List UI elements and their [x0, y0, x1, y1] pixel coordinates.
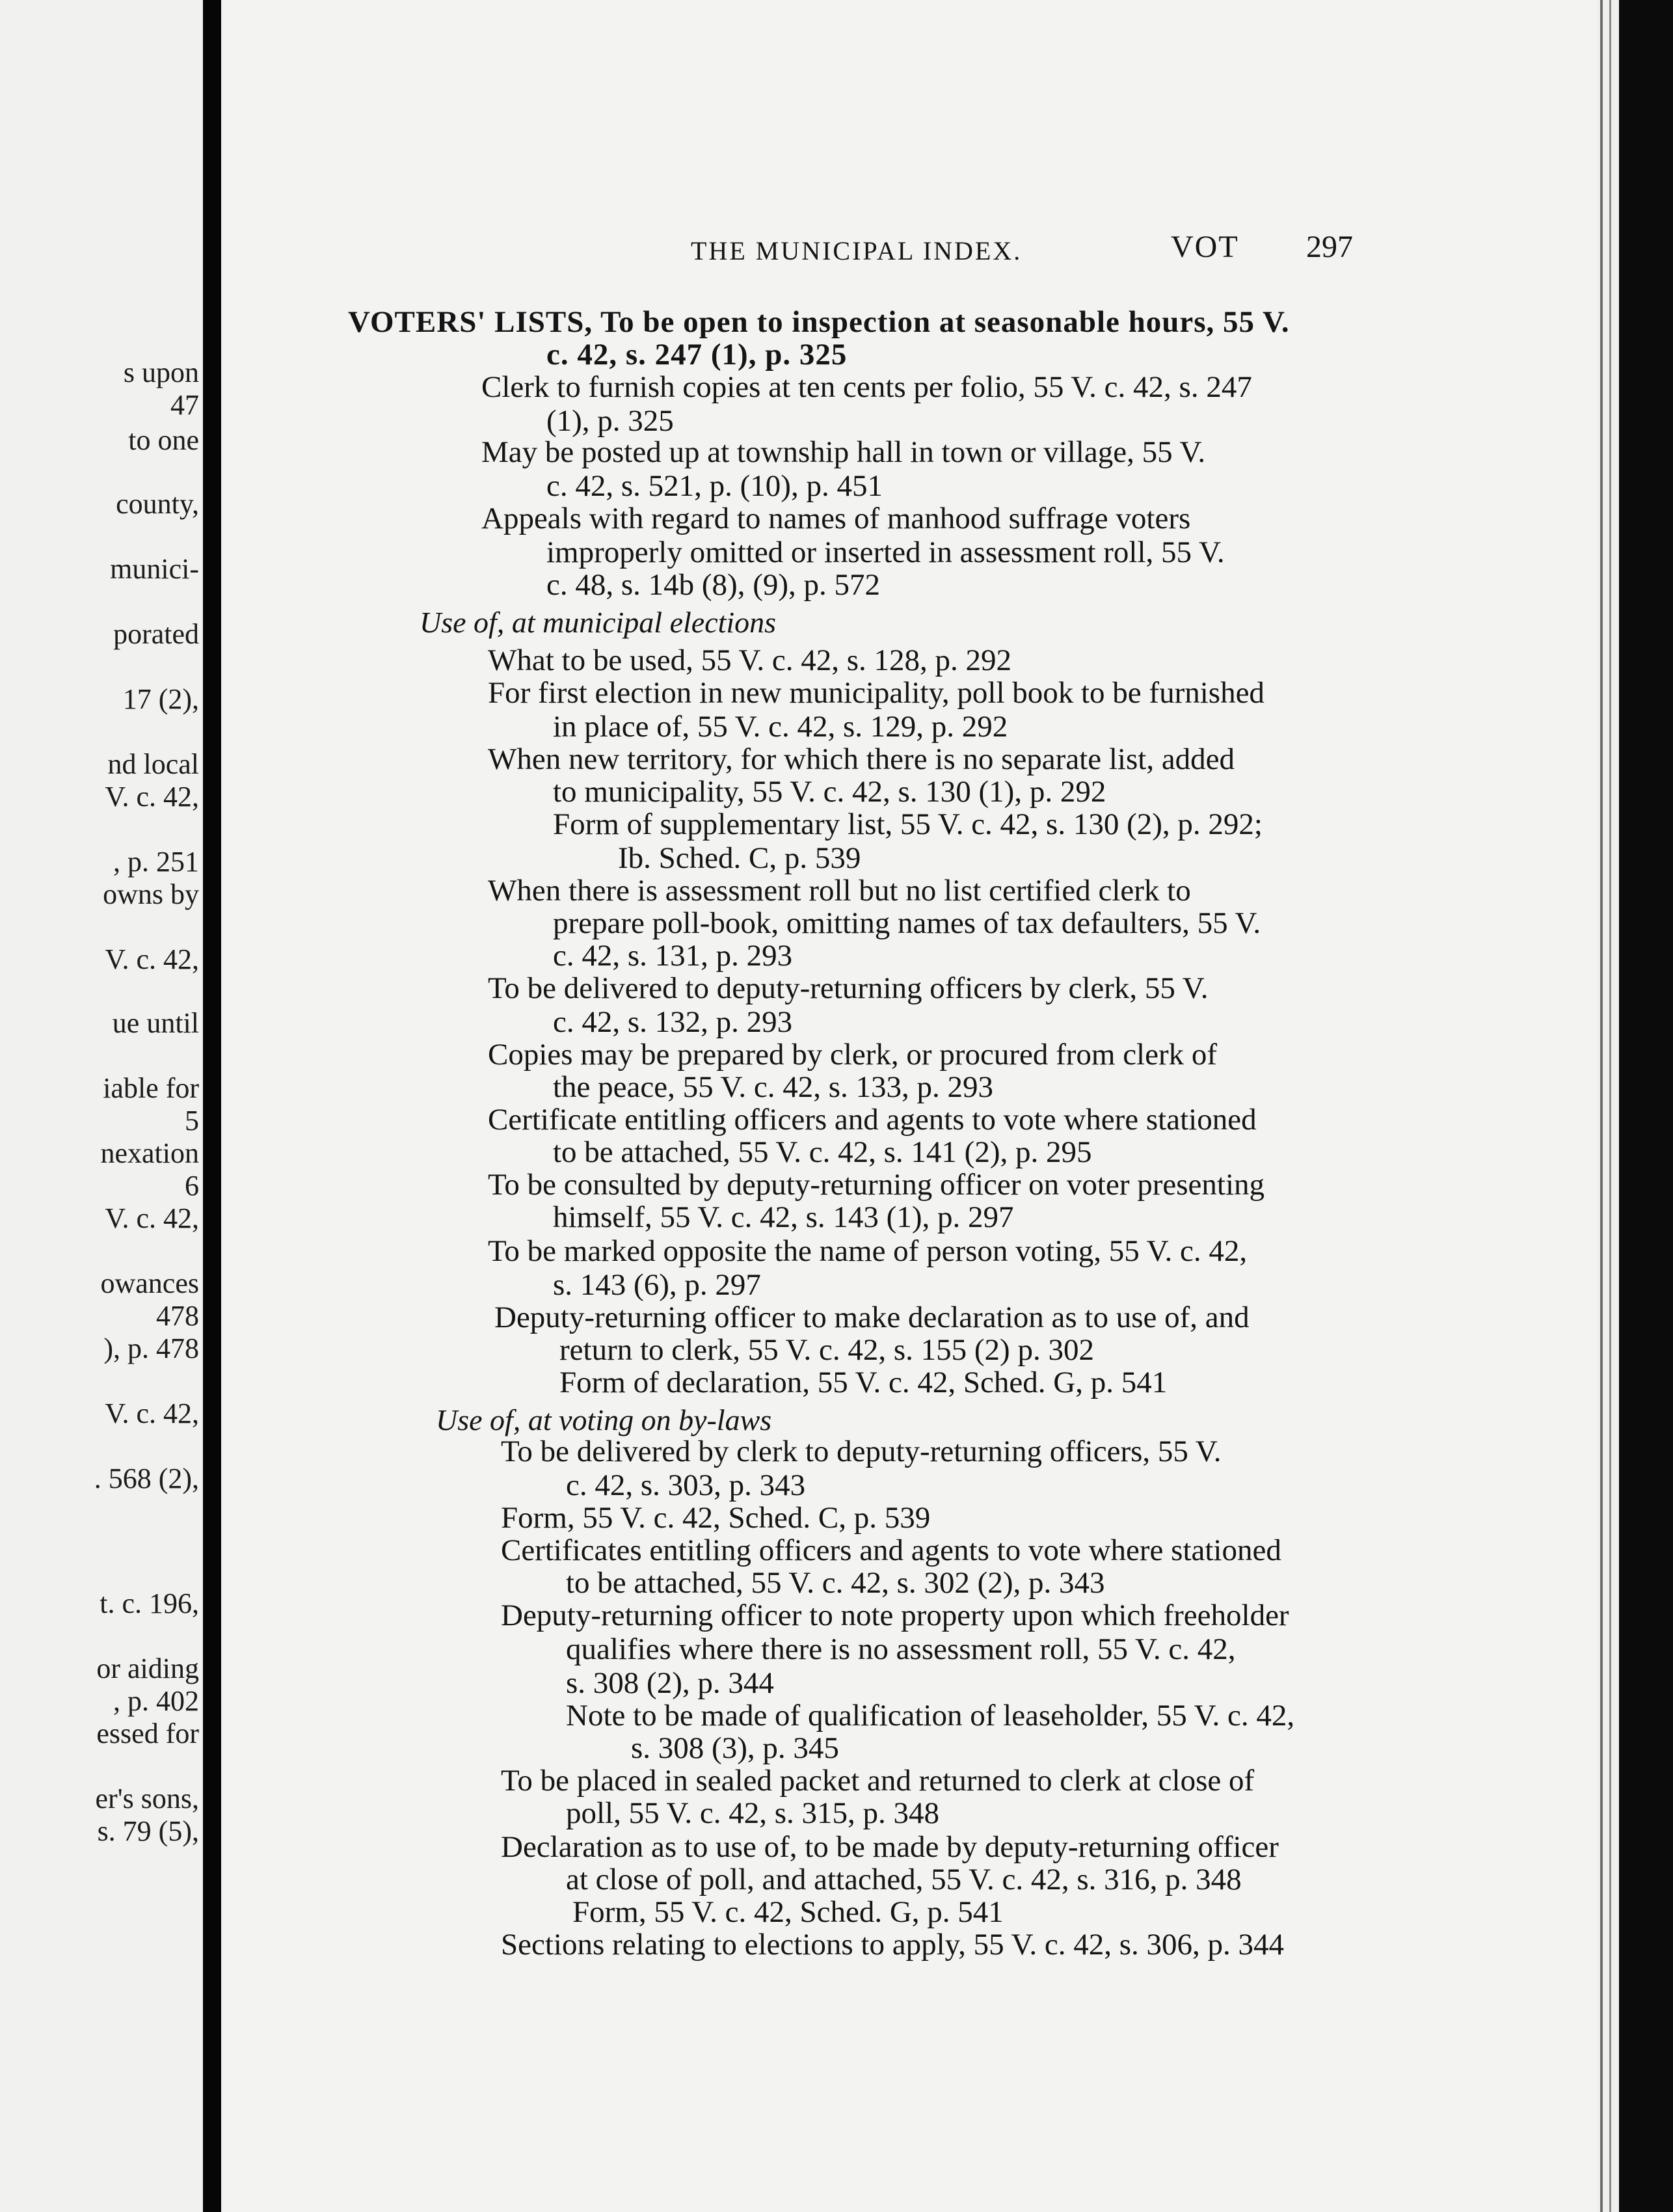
index-line: Deputy-returning officer to note property upon which freeholder — [501, 1598, 1289, 1632]
facing-page-line: nd local — [107, 748, 199, 780]
index-line: Appeals with regard to names of manhood suffrage voters — [481, 502, 1191, 535]
index-line: Form, 55 V. c. 42, Sched. G, p. 541 — [572, 1895, 1004, 1929]
index-line: improperly omitted or inserted in assessment roll, 55 V. — [546, 535, 1225, 569]
index-line: to be attached, 55 V. c. 42, s. 302 (2), p. 343 — [566, 1566, 1105, 1600]
page-edge-line — [1600, 0, 1603, 2212]
header-guide-word: VOT — [1171, 230, 1239, 264]
facing-page-line: 6 — [185, 1170, 199, 1202]
index-line: s. 308 (2), p. 344 — [566, 1666, 774, 1700]
facing-page-line: owances — [100, 1267, 199, 1299]
index-line: When there is assessment roll but no list certified clerk to — [488, 874, 1191, 908]
index-line: Clerk to furnish copies at ten cents per folio, 55 V. c. 42, s. 247 — [481, 370, 1252, 404]
facing-page-line: owns by — [103, 878, 199, 910]
index-subheading: Use of, at voting on by-laws — [436, 1403, 772, 1436]
index-line: Ib. Sched. C, p. 539 — [618, 841, 861, 875]
facing-page-line: 17 (2), — [122, 683, 199, 715]
facing-page-line: 5 — [185, 1105, 199, 1137]
index-line: Form, 55 V. c. 42, Sched. C, p. 539 — [501, 1501, 931, 1535]
index-line: Form of supplementary list, 55 V. c. 42, s. 130 (2), p. 292; — [553, 807, 1263, 841]
facing-page-line: V. c. 42, — [105, 1397, 199, 1429]
index-subheading: Use of, at municipal elections — [420, 606, 777, 639]
index-line: the peace, 55 V. c. 42, s. 133, p. 293 — [553, 1070, 994, 1104]
index-line: s. 143 (6), p. 297 — [553, 1268, 761, 1302]
header-title: THE MUNICIPAL INDEX. — [691, 236, 1023, 265]
facing-page-line: ue until — [112, 1007, 199, 1039]
index-line: To be placed in sealed packet and returned to clerk at close of — [501, 1764, 1255, 1798]
index-line: c. 42, s. 521, p. (10), p. 451 — [546, 469, 883, 503]
index-entry-heading: VOTERS' LISTS, To be open to inspection at seasonable hours, 55 V. — [348, 305, 1290, 339]
facing-page-line: to one — [128, 424, 199, 456]
index-line: to municipality, 55 V. c. 42, s. 130 (1), p. 292 — [553, 775, 1106, 809]
page-number: 297 — [1306, 230, 1353, 264]
scan-border — [1619, 0, 1673, 2212]
index-line: return to clerk, 55 V. c. 42, s. 155 (2) p. 302 — [559, 1333, 1094, 1367]
index-line: Note to be made of qualification of leaseholder, 55 V. c. 42, — [566, 1699, 1295, 1733]
facing-page-line: county, — [116, 488, 199, 520]
index-line: s. 308 (3), p. 345 — [631, 1731, 839, 1765]
facing-page-line: t. c. 196, — [100, 1587, 199, 1619]
facing-page-line: V. c. 42, — [105, 943, 199, 975]
index-line: Certificate entitling officers and agents to vote where stationed — [488, 1103, 1257, 1137]
facing-page-line: ), p. 478 — [103, 1332, 199, 1364]
index-line: himself, 55 V. c. 42, s. 143 (1), p. 297 — [553, 1200, 1014, 1234]
index-line: To be marked opposite the name of person voting, 55 V. c. 42, — [488, 1234, 1248, 1268]
index-line: Form of declaration, 55 V. c. 42, Sched. G, p. 541 — [559, 1366, 1168, 1399]
index-line: Deputy-returning officer to make declaration as to use of, and — [494, 1301, 1250, 1334]
index-line: c. 42, s. 132, p. 293 — [553, 1005, 793, 1039]
index-line: When new territory, for which there is no separate list, added — [488, 742, 1235, 776]
index-line: Sections relating to elections to apply, 55 V. c. 42, s. 306, p. 344 — [501, 1928, 1285, 1962]
facing-page-line: s upon — [123, 357, 199, 388]
facing-page — [0, 0, 203, 2212]
index-line: prepare poll-book, omitting names of tax defaulters, 55 V. — [553, 906, 1261, 940]
index-entry-heading: c. 42, s. 247 (1), p. 325 — [546, 338, 848, 371]
facing-page-line: , p. 402 — [113, 1685, 199, 1717]
index-line: May be posted up at township hall in town or village, 55 V. — [481, 435, 1206, 469]
index-line: qualifies where there is no assessment roll, 55 V. c. 42, — [566, 1632, 1236, 1666]
facing-page-line: , p. 251 — [113, 846, 199, 878]
facing-page-line: V. c. 42, — [105, 781, 199, 813]
index-line: For first election in new municipality, poll book to be furnished — [488, 676, 1265, 710]
facing-page-line: 478 — [156, 1300, 199, 1332]
index-line: To be delivered to deputy-returning officers by clerk, 55 V. — [488, 971, 1209, 1005]
facing-page-line: s. 79 (5), — [97, 1815, 199, 1847]
index-line: What to be used, 55 V. c. 42, s. 128, p. 292 — [488, 643, 1012, 677]
facing-page-line: or aiding — [96, 1652, 199, 1684]
facing-page-line: munici- — [110, 553, 199, 585]
index-line: To be delivered by clerk to deputy-returning officers, 55 V. — [501, 1435, 1222, 1468]
facing-page-line: nexation — [100, 1137, 199, 1169]
facing-page-line: porated — [113, 618, 199, 650]
index-page — [221, 0, 1597, 2212]
index-line: c. 48, s. 14b (8), (9), p. 572 — [546, 568, 881, 602]
page-edge-line — [1609, 0, 1611, 2212]
index-line: (1), p. 325 — [546, 404, 674, 438]
facing-page-line: . 568 (2), — [94, 1463, 199, 1494]
index-line: Declaration as to use of, to be made by deputy-returning officer — [501, 1830, 1279, 1864]
facing-page-line: essed for — [96, 1718, 199, 1749]
facing-page-line: iable for — [103, 1072, 199, 1104]
running-header — [221, 229, 1597, 268]
facing-page-line: er's sons, — [95, 1783, 199, 1814]
index-line: at close of poll, and attached, 55 V. c. 42, s. 316, p. 348 — [566, 1863, 1242, 1896]
index-line: Certificates entitling officers and agents to vote where stationed — [501, 1533, 1281, 1567]
index-line: poll, 55 V. c. 42, s. 315, p. 348 — [566, 1796, 940, 1830]
index-line: in place of, 55 V. c. 42, s. 129, p. 292 — [553, 710, 1008, 744]
index-line: To be consulted by deputy-returning officer on voter presenting — [488, 1168, 1265, 1202]
index-line: c. 42, s. 303, p. 343 — [566, 1468, 806, 1502]
book-gutter — [203, 0, 221, 2212]
facing-page-line: V. c. 42, — [105, 1202, 199, 1234]
index-line: c. 42, s. 131, p. 293 — [553, 939, 793, 973]
index-line: to be attached, 55 V. c. 42, s. 141 (2), p. 295 — [553, 1135, 1092, 1169]
facing-page-line: 47 — [170, 389, 199, 421]
index-line: Copies may be prepared by clerk, or procured from clerk of — [488, 1038, 1218, 1072]
